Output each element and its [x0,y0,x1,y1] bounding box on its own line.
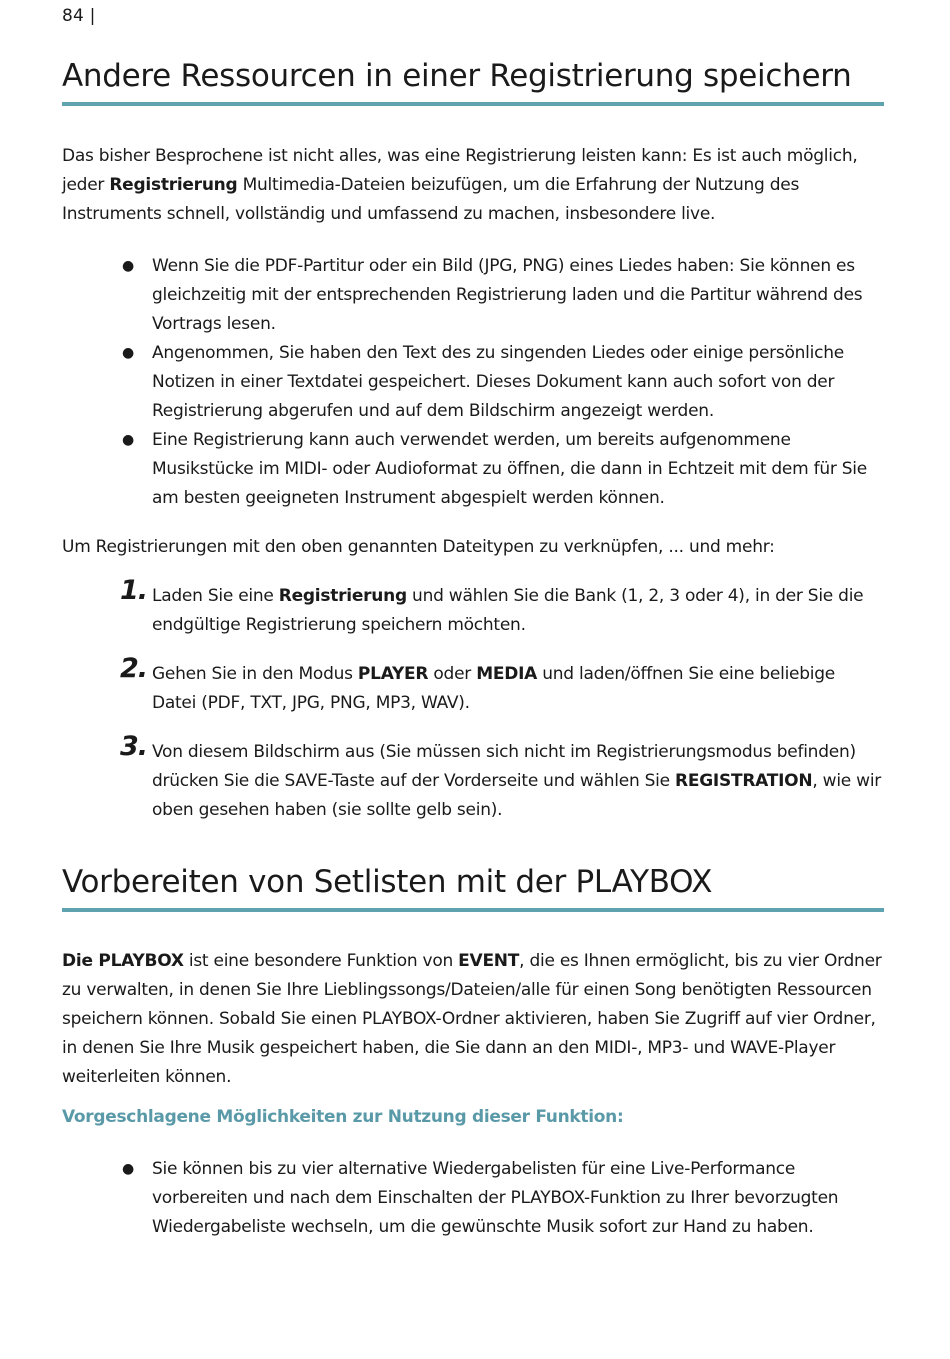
playbox-text: ist eine besondere Funktion von [183,951,459,971]
list-item-text: Angenommen, Sie haben den Text des zu singenden Liedes oder einige persönliche Notizen in einer Textdatei gespeichert. Dieses Dokument kann auch sofort von der Registrierung abgerufen und auf dem Bildschirm angezeigt werden. [152,343,844,421]
list-item [62,426,884,513]
playbox-text-2: , die es Ihnen ermöglicht, bis zu vier Ordner zu verwalten, in denen Sie Ihre Lieblingssongs/Dateien/alle für einen Song benötigten Ressourcen speichern können. Sobald Sie einen PLAYBOX-Ordner aktivieren, haben Sie Zugriff auf vier Ordner, in denen Sie Ihre Musik gespeichert haben, die Sie dann an den MIDI-, MP3- und WAVE-Player weiterleiten können. [62,951,882,1087]
step-bold: REGISTRATION [675,771,813,791]
step-text: , wie wir oben gesehen haben (sie sollte gelb sein). [152,771,882,820]
bullet-list-2 [62,1155,884,1242]
intro-paragraph [62,142,884,229]
bullet-icon: ● [122,345,134,361]
page-number: 84 | [62,6,96,26]
list-item-text: Sie können bis zu vier alternative Wiedergabelisten für eine Live-Performance vorbereiten und nach dem Einschalten der PLAYBOX-Funktion zu Ihrer bevorzugten Wiedergabeliste wechseln, um die gewünschte Musik sofort zur Hand zu haben. [152,1159,839,1237]
list-item-text: Eine Registrierung kann auch verwendet werden, um bereits aufgenommene Musikstücke im MIDI- oder Audioformat zu öffnen, die dann in Echtzeit mit dem für Sie am besten geeigneten Instrument abgespielt werden können. [152,430,867,508]
step-number: 3. [120,731,148,762]
list-item [62,1155,884,1242]
playbox-paragraph [62,947,884,1092]
step-text: oder [428,664,477,684]
step-item [62,731,884,825]
section-title: Andere Ressourcen in einer Registrierung speichern [62,58,884,106]
playbox-bold: Die PLAYBOX [62,951,184,971]
bullet-icon: ● [122,258,134,274]
steps-intro [62,533,884,562]
step-bold: Registrierung [278,586,407,606]
step-bold: MEDIA [476,664,538,684]
steps-list [62,575,884,845]
event-bold: EVENT [458,951,520,971]
bullet-list [62,252,884,513]
subheading [62,1103,884,1132]
subheading-text: Vorgeschlagene Möglichkeiten zur Nutzung dieser Funktion: [62,1107,624,1127]
step-bold: PLAYER [357,664,429,684]
list-item-text: Wenn Sie die PDF-Partitur oder ein Bild (JPG, PNG) eines Liedes haben: Sie können es gleichzeitig mit der entsprechenden Registrierung laden und die Partitur während des Vortrags lesen. [152,256,863,334]
step-text: Von diesem Bildschirm aus (Sie müssen sich nicht im Registrierungsmodus befinden) drücken Sie die SAVE-Taste auf der Vorderseite und wählen Sie [152,742,856,791]
step-item [62,575,884,640]
section-other-resources [62,58,884,106]
bullet-icon: ● [122,1161,134,1177]
intro-text-2: Multimedia-Dateien beizufügen, um die Erfahrung der Nutzung des Instruments schnell, vollständig und umfassend zu machen, insbesondere live. [62,175,800,224]
list-item [62,339,884,426]
step-number: 1. [120,575,148,606]
intro-bold: Registrierung [109,175,238,195]
step-text: und wählen Sie die Bank (1, 2, 3 oder 4), in der Sie die endgültige Registrierung speichern möchten. [152,586,864,635]
bullet-icon: ● [122,432,134,448]
list-item [62,252,884,339]
step-text: Laden Sie eine [152,586,279,606]
intro-text: Das bisher Besprochene ist nicht alles, was eine Registrierung leisten kann: Es ist auch möglich, jeder [62,146,858,195]
section-playbox [62,864,884,912]
step-text: und laden/öffnen Sie eine beliebige Datei (PDF, TXT, JPG, PNG, MP3, WAV). [152,664,836,713]
section-title: Vorbereiten von Setlisten mit der PLAYBOX [62,864,884,912]
steps-intro-text: Um Registrierungen mit den oben genannten Dateitypen zu verknüpfen, ... und mehr: [62,537,775,557]
step-number: 2. [120,653,148,684]
step-text: Gehen Sie in den Modus [152,664,358,684]
step-item [62,653,884,718]
